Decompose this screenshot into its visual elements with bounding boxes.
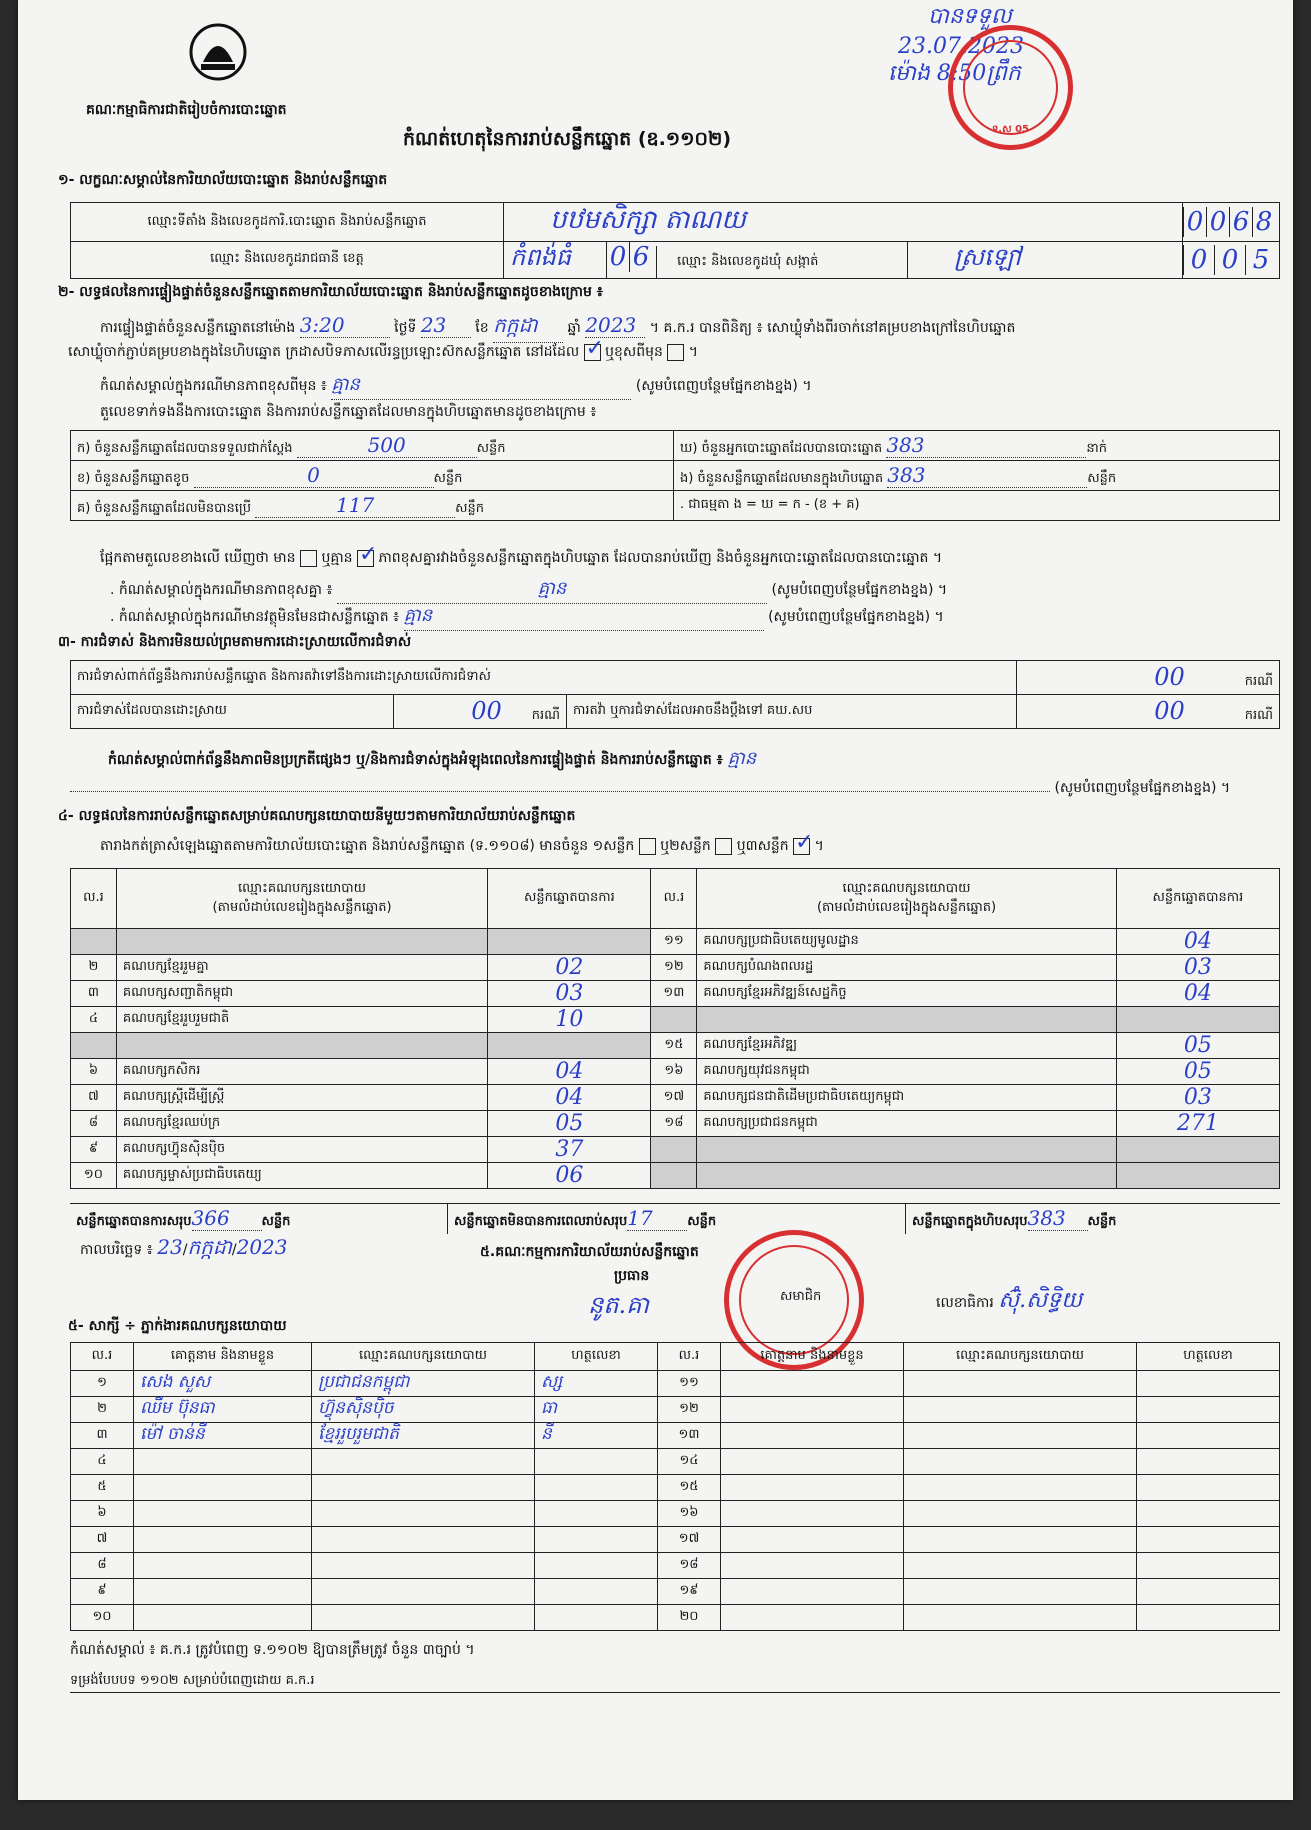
table-row xyxy=(71,1501,1280,1527)
form-page xyxy=(18,0,1293,1800)
witness-empty-cell xyxy=(1137,1475,1280,1501)
section4-heading: ៤- លទ្ធផលនៃការរាប់សន្លឹកឆ្នោតសម្រាប់គណបក្សនយោបាយនីមួយៗតាមការិយាល័យរាប់សន្លឹកឆ្នោត xyxy=(58,808,576,824)
witness-no-cell: ១៨ xyxy=(658,1553,721,1579)
witness-party-cell: ហ៊្វុនស៊ិនប៉ិច xyxy=(312,1397,535,1423)
party-votes-cell: 271 xyxy=(1116,1111,1279,1137)
table-row xyxy=(71,1423,1280,1449)
secretary-line: លេខាធិការ ស៊ុំ.សិទ្ធិយ xyxy=(936,1288,1083,1313)
party-name-cell: គណបក្សប្រជាជនកម្ពុជា xyxy=(697,1111,1116,1137)
objections-label: ការជំទាស់ពាក់ព័ន្ធនឹងការរាប់សន្លឹកឆ្នោត និងការតវ៉ាទៅនឹងការដោះស្រាយលើការជំទាស់ xyxy=(71,661,1017,695)
witness-col-no: ល.រ xyxy=(71,1343,134,1371)
party-no-cell: ៤ xyxy=(71,1007,117,1033)
witness-no-cell: ២ xyxy=(71,1397,134,1423)
witness-no-cell: ៤ xyxy=(71,1449,134,1475)
table-row xyxy=(71,1371,1280,1397)
party-name-cell: គណបក្សយុវជនកម្ពុជា xyxy=(697,1059,1116,1085)
location-code: 0 0 6 8 xyxy=(1183,203,1280,242)
foreign-object-note-line: . កំណត់សម្គាល់ក្នុងករណីមានវត្ថុមិនមែនជាសន្លឹកឆ្នោត ៖ គ្មាន (សូមបំពេញបន្ថែមផ្នែកខាងខ្នង) ។ xyxy=(110,603,944,631)
witness-empty-cell xyxy=(1137,1423,1280,1449)
discrepancy-note-line: . កំណត់សម្គាល់ក្នុងករណីមានភាពខុសគ្នា ៖ គ្មាន (សូមបំពេញបន្ថែមផ្នែកខាងខ្នង) ។ xyxy=(110,576,947,604)
party-name-cell: គណបក្សខ្មែរឈប់ក្រ xyxy=(116,1111,487,1137)
table-row xyxy=(71,1553,1280,1579)
discrepancy-check-line: ផ្អែកតាមតួលេខខាងលើ ឃើញថា មាន ឬគ្មាន ✓ ភាពខុសគ្នារវាងចំនួនសន្លឹកឆ្នោតក្នុងហិបឆ្នោត ដែលបានរាប់ឃើញ និងចំនួនអ្នកបោះឆ្នោតដែលបានបោះឆ្នោត ។ xyxy=(100,548,942,569)
party-name-cell: គណបក្សហ៊្វុនស៊ិនប៉ិច xyxy=(116,1137,487,1163)
witness-name-cell xyxy=(134,1553,312,1579)
figures-intro: តួលេខទាក់ទងនឹងការបោះឆ្នោត និងការរាប់សន្លឹកឆ្នោតដែលមានក្នុងហិបឆ្នោតមានដូចខាងក្រោម ៖ xyxy=(100,404,597,420)
witness-empty-cell xyxy=(1137,1501,1280,1527)
party-votes-cell: 02 xyxy=(488,955,651,981)
table-row xyxy=(71,1033,1280,1059)
witness-empty-cell xyxy=(721,1449,904,1475)
witness-col-party: ឈ្មោះគណបក្សនយោបាយ xyxy=(904,1343,1137,1371)
party-name-cell: គណបក្សខ្មែររួបរួមជាតិ xyxy=(116,1007,487,1033)
party-votes-cell xyxy=(488,1033,651,1059)
table-row xyxy=(71,1111,1280,1137)
witness-col-sign: ហត្ថលេខា xyxy=(1137,1343,1280,1371)
witness-empty-cell xyxy=(721,1371,904,1397)
spoiled-ballots-value: 0 xyxy=(194,463,434,488)
witness-empty-cell xyxy=(721,1501,904,1527)
witness-no-cell: ៧ xyxy=(71,1527,134,1553)
footer-form-ref: ទម្រង់បែបបទ ១១០២ សម្រាប់បំពេញដោយ គ.ក.រ xyxy=(70,1673,315,1688)
ballot-figures-table: ក) ចំនួនសន្លឹកឆ្នោតដែលបានទទួលជាក់ស្តែង 500 សន្លឹក ឃ) ចំនួនអ្នកបោះឆ្នោតដែលបានបោះឆ្នោត 383 នាក់ ខ) ចំនួនសន្លឹកឆ្នោតខូច 0 សន្លឹក ង) ចំនួនសន្លឹកឆ្នោតដែលមានក្នុងហិបឆ្នោត 383 សន្លឹក គ) ចំនួនសន្លឹកឆ្នោតដែលមិនបានប្រើ 117 សន្លឹក . ជាធម្មតា ង = ឃ = ក - (ខ + គ) xyxy=(70,430,1280,521)
party-name-cell: គណបក្សខ្មែរអភិវឌ្ឍ xyxy=(697,1033,1116,1059)
voters-value: 383 xyxy=(886,433,1086,458)
party-name-cell: គណបក្សប្រជាធិបតេយ្យមូលដ្ឋាន xyxy=(697,929,1116,955)
table-row xyxy=(71,1397,1280,1423)
party-name-cell: គណបក្សជនជាតិដើមប្រជាធិបតេយ្យកម្ពុជា xyxy=(697,1085,1116,1111)
table-row xyxy=(71,929,1280,955)
resolved-value: 00 xyxy=(471,697,502,725)
party-votes-cell: 05 xyxy=(1116,1059,1279,1085)
witness-name-cell: ឈឹម ប៊ុនធា xyxy=(134,1397,312,1423)
witness-party-cell xyxy=(312,1501,535,1527)
witness-empty-cell xyxy=(904,1605,1137,1631)
discrepancy-yes-checkbox[interactable] xyxy=(300,550,317,567)
witness-party-cell: ខ្មែររួបរួមជាតិ xyxy=(312,1423,535,1449)
objections-table: ការជំទាស់ពាក់ព័ន្ធនឹងការរាប់សន្លឹកឆ្នោត និងការតវ៉ាទៅនឹងការដោះស្រាយលើការជំទាស់ 00 ករណី ការជំទាស់ដែលបានដោះស្រាយ 00 ករណី ការតវ៉ា ឬការជំទាស់ដែលអាចនឹងប្តឹងទៅ គឃ.សប 00 ករណី xyxy=(70,660,1280,729)
witness-sign-cell xyxy=(535,1501,658,1527)
party-no-cell: ១៦ xyxy=(651,1059,697,1085)
witness-name-cell xyxy=(134,1579,312,1605)
party-votes-cell: 03 xyxy=(1116,1085,1279,1111)
province-label: ឈ្មោះ និងលេខកូដរាជធានី ខេត្ត xyxy=(71,242,504,279)
resolved-label: ការជំទាស់ដែលបានដោះស្រាយ xyxy=(71,695,394,729)
president-signature: នូត.គា xyxy=(588,1291,649,1319)
party-votes-cell: 37 xyxy=(488,1137,651,1163)
party-name-cell: គណបក្សកសិករ xyxy=(116,1059,487,1085)
received-stamp-icon: ទ.ស 05 xyxy=(948,25,1073,150)
witness-col-name: គោត្តនាម និងនាមខ្លួន xyxy=(721,1343,904,1371)
party-name-cell: គណបក្សខ្មែររួមគ្នា xyxy=(116,955,487,981)
party-no-cell: ២ xyxy=(71,955,117,981)
witness-sign-cell xyxy=(535,1579,658,1605)
witness-empty-cell xyxy=(1137,1553,1280,1579)
party-votes-cell: 03 xyxy=(1116,955,1279,981)
witness-empty-cell xyxy=(1137,1579,1280,1605)
witness-name-cell xyxy=(134,1475,312,1501)
witness-no-cell: ១៣ xyxy=(658,1423,721,1449)
irregularity-note-line: កំណត់សម្គាល់ពាក់ព័ន្ធនឹងភាពមិនប្រក្រតីផ្សេងៗ ឬ/និងការជំទាស់ក្នុងអំឡុងពេលនៃការផ្ទៀងផ្ទាត់ និងការរាប់សន្លឹកឆ្នោត ៖ គ្មាន xyxy=(108,748,757,769)
party-no-cell: ១២ xyxy=(651,955,697,981)
witness-empty-cell xyxy=(721,1579,904,1605)
col-votes-header: សន្លឹកឆ្នោតបានការ xyxy=(488,869,651,929)
table-row xyxy=(71,955,1280,981)
witness-empty-cell xyxy=(904,1475,1137,1501)
witness-no-cell: ១៩ xyxy=(658,1579,721,1605)
witness-table xyxy=(70,1342,1280,1631)
party-no-cell xyxy=(651,1137,697,1163)
witness-empty-cell xyxy=(904,1501,1137,1527)
witness-no-cell: ១៧ xyxy=(658,1527,721,1553)
table-row xyxy=(71,1475,1280,1501)
witness-name-cell xyxy=(134,1501,312,1527)
witness-no-cell: ៥ xyxy=(71,1475,134,1501)
witness-party-cell xyxy=(312,1553,535,1579)
party-name-cell: គណបក្សបំណងពលរដ្ឋ xyxy=(697,955,1116,981)
witness-sign-cell xyxy=(535,1475,658,1501)
party-no-cell xyxy=(71,1033,117,1059)
party-votes-cell: 10 xyxy=(488,1007,651,1033)
witness-no-cell: ១៦ xyxy=(658,1501,721,1527)
witness-party-cell xyxy=(312,1605,535,1631)
party-votes-cell xyxy=(1116,1007,1279,1033)
party-name-cell xyxy=(116,929,487,955)
party-votes-cell: 04 xyxy=(488,1085,651,1111)
section3-heading: ៣- ការជំទាស់ និងការមិនយល់ព្រមតាមការដោះស្រាយលើការជំទាស់ xyxy=(58,634,412,650)
table-row xyxy=(71,981,1280,1007)
witness-sign-cell xyxy=(535,1449,658,1475)
witness-no-cell: ៨ xyxy=(71,1553,134,1579)
party-votes-cell: 03 xyxy=(488,981,651,1007)
table-row xyxy=(71,1059,1280,1085)
witness-name-cell: ម៉ៅ ចាន់នី xyxy=(134,1423,312,1449)
col-no-header: ល.រ xyxy=(71,869,117,929)
location-value: បឋមសិក្សា តាណយ xyxy=(550,205,746,235)
party-no-cell xyxy=(71,929,117,955)
total-invalid-value: 17 xyxy=(627,1206,687,1231)
witness-empty-cell xyxy=(1137,1371,1280,1397)
party-votes-cell xyxy=(1116,1163,1279,1189)
witness-empty-cell xyxy=(904,1449,1137,1475)
witness-name-cell xyxy=(134,1605,312,1631)
section1-table xyxy=(70,202,1280,279)
president-label: ប្រធាន xyxy=(614,1268,650,1284)
party-no-cell: ៨ xyxy=(71,1111,117,1137)
party-name-cell xyxy=(697,1007,1116,1033)
location-label: ឈ្មោះទីតាំង និងលេខកូដការិ.បោះឆ្នោត និងរាប់សន្លឹកឆ្នោត xyxy=(71,203,504,242)
witness-empty-cell xyxy=(721,1475,904,1501)
witness-empty-cell xyxy=(904,1553,1137,1579)
witness-no-cell: ៩ xyxy=(71,1579,134,1605)
table-row xyxy=(71,1579,1280,1605)
seal-changed-checkbox[interactable] xyxy=(667,344,684,361)
appeal-value: 00 xyxy=(1154,697,1185,725)
witness-no-cell: ១២ xyxy=(658,1397,721,1423)
province-code-and-commune-label: 0 6 ឈ្មោះ និងលេខកូដឃុំ សង្កាត់ xyxy=(607,242,908,279)
footer-note: កំណត់សម្គាល់ ៖ គ.ក.រ ត្រូវបំពេញ ទ.១១០២ ឱ្យបានត្រឹមត្រូវ ចំនួន ៣ច្បាប់ ។ xyxy=(70,1642,475,1658)
verification-time-line: ការផ្ទៀងផ្ទាត់ចំនួនសន្លឹកឆ្នោតនៅម៉ោង 3:20 ថ្ងៃទី 23 ខែ កក្កដា ឆ្នាំ 2023 ។ គ.ក.រ បានពិនិត្យ ៖ សោឃ្លុំទាំងពីរចាក់នៅគម្របខាងក្រៅនៃហិបឆ្នោត xyxy=(100,312,1015,343)
tally-sheet-line: តារាងកត់ត្រាសំឡេងឆ្នោតតាមការិយាល័យបោះឆ្នោត និងរាប់សន្លឹកឆ្នោត (ទ.១១០៨) មានចំនួន ១សន្លឹក ឬ២សន្លឹក ឬ៣សន្លឹក ✓ ។ xyxy=(100,836,824,857)
party-votes-cell: 04 xyxy=(488,1059,651,1085)
witness-party-cell xyxy=(312,1475,535,1501)
objections-value: 00 xyxy=(1154,663,1185,691)
witness-name-cell xyxy=(134,1449,312,1475)
col-no-header: ល.រ xyxy=(651,869,697,929)
seal-check-line: សោឃ្លុំចាក់ភ្ជាប់គម្របខាងក្នុងនៃហិបឆ្នោត ក្រដាសបិទភាសលើរន្ធប្រឡោះស៊កសន្លឹកឆ្នោត នៅដដែល ✓ ឬខុសពីមុន ។ xyxy=(68,342,698,363)
witness-no-cell: ១៤ xyxy=(658,1449,721,1475)
seal-intact-checkbox[interactable] xyxy=(584,344,601,361)
table-row xyxy=(71,1007,1280,1033)
table-row xyxy=(71,1527,1280,1553)
witness-sign-cell: ធា xyxy=(535,1397,658,1423)
three-sheet-checkbox[interactable] xyxy=(793,838,810,855)
witness-sign-cell xyxy=(535,1553,658,1579)
unused-ballots-value: 117 xyxy=(255,493,455,518)
witness-empty-cell xyxy=(721,1527,904,1553)
party-no-cell: ១០ xyxy=(71,1163,117,1189)
witness-empty-cell xyxy=(904,1371,1137,1397)
witness-sign-cell xyxy=(535,1527,658,1553)
province-value: កំពង់ធំ xyxy=(510,243,571,272)
witness-name-cell xyxy=(134,1527,312,1553)
appeal-label: ការតវ៉ា ឬការជំទាស់ដែលអាចនឹងប្តឹងទៅ គឃ.សប xyxy=(567,695,1017,729)
col-votes-header: សន្លឹកឆ្នោតបានការ xyxy=(1116,869,1279,929)
witness-empty-cell xyxy=(904,1397,1137,1423)
party-no-cell: ១៧ xyxy=(651,1085,697,1111)
party-no-cell: ១១ xyxy=(651,929,697,955)
received-note: បានទទួល 23.07.2023 ម៉ោង 8:50ព្រឹក xyxy=(888,4,1024,86)
commune-value: ស្រឡៅ xyxy=(954,243,1021,272)
party-name-cell: គណបក្សម្ចាស់ប្រជាធិបតេយ្យ xyxy=(116,1163,487,1189)
table-row xyxy=(71,1605,1280,1631)
witness-sign-cell: នី xyxy=(535,1423,658,1449)
party-no-cell: ១៨ xyxy=(651,1111,697,1137)
party-votes-cell: 04 xyxy=(1116,929,1279,955)
section5-heading: ៥- សាក្សី ÷ ភ្នាក់ងារគណបក្សនយោបាយ xyxy=(68,1318,287,1334)
party-name-cell: គណបក្សខ្មែរអភិវឌ្ឍន៍សេដ្ឋកិច្ច xyxy=(697,981,1116,1007)
party-name-cell xyxy=(116,1033,487,1059)
witness-no-cell: ៦ xyxy=(71,1501,134,1527)
witness-party-cell xyxy=(312,1527,535,1553)
witness-no-cell: ១៥ xyxy=(658,1475,721,1501)
party-no-cell: ៩ xyxy=(71,1137,117,1163)
results-totals: សន្លឹកឆ្នោតបានការសរុប366 សន្លឹក សន្លឹកឆ្នោតមិនបានការពេលរាប់សរុប17 សន្លឹក សន្លឹកឆ្នោតក្នុងហិបសរុប383 សន្លឹក xyxy=(70,1203,1280,1234)
table-row xyxy=(71,1449,1280,1475)
irregularity-note-continuation: (សូមបំពេញបន្ថែមផ្នែកខាងខ្នង) ។ xyxy=(70,778,1280,799)
party-no-cell: ៦ xyxy=(71,1059,117,1085)
witness-col-sign: ហត្ថលេខា xyxy=(535,1343,658,1371)
party-votes-cell: 05 xyxy=(488,1111,651,1137)
witness-empty-cell xyxy=(1137,1527,1280,1553)
change-note-line: កំណត់សម្គាល់ក្នុងករណីមានភាពខុសពីមុន ៖ គ្មាន (សូមបំពេញបន្ថែមផ្នែកខាងខ្នង) ។ xyxy=(100,372,812,400)
witness-no-cell: ៣ xyxy=(71,1423,134,1449)
witness-col-party: ឈ្មោះគណបក្សនយោបាយ xyxy=(312,1343,535,1371)
witness-empty-cell xyxy=(721,1553,904,1579)
party-no-cell xyxy=(651,1163,697,1189)
witness-col-no: ល.រ xyxy=(658,1343,721,1371)
party-name-cell xyxy=(697,1163,1116,1189)
witness-empty-cell xyxy=(1137,1397,1280,1423)
table-row xyxy=(71,1137,1280,1163)
total-in-box-value: 383 xyxy=(1028,1206,1088,1231)
witness-sign-cell: ស្ស xyxy=(535,1371,658,1397)
party-no-cell: ១៥ xyxy=(651,1033,697,1059)
party-votes-cell: 04 xyxy=(1116,981,1279,1007)
witness-no-cell: ១ xyxy=(71,1371,134,1397)
party-no-cell xyxy=(651,1007,697,1033)
table-row xyxy=(71,1085,1280,1111)
form-title: កំណត់ហេតុនៃការរាប់សន្លឹកឆ្នោត (ឧ.១១០២) xyxy=(403,128,732,150)
witness-no-cell: ១០ xyxy=(71,1605,134,1631)
two-sheet-checkbox[interactable] xyxy=(715,838,732,855)
col-party-header: ឈ្មោះគណបក្សនយោបាយ (តាមលំដាប់លេខរៀងក្នុងសន្លឹកឆ្នោត) xyxy=(697,869,1116,929)
party-no-cell: ១៣ xyxy=(651,981,697,1007)
witness-empty-cell xyxy=(721,1423,904,1449)
party-no-cell: ៧ xyxy=(71,1085,117,1111)
party-no-cell: ៣ xyxy=(71,981,117,1007)
witness-empty-cell xyxy=(904,1579,1137,1605)
org-name: គណៈកម្មាធិការជាតិរៀបចំការបោះឆ្នោត xyxy=(86,102,287,118)
witness-empty-cell xyxy=(721,1605,904,1631)
date-line: កាលបរិច្ឆេទ ៖ 23/កក្កដា/2023 xyxy=(80,1235,288,1259)
party-name-cell: គណបក្សសញ្ជាតិកម្ពុជា xyxy=(116,981,487,1007)
one-sheet-checkbox[interactable] xyxy=(639,838,656,855)
witness-no-cell: ១១ xyxy=(658,1371,721,1397)
discrepancy-no-checkbox[interactable] xyxy=(357,550,374,567)
witness-no-cell: ២០ xyxy=(658,1605,721,1631)
witness-sign-cell xyxy=(535,1605,658,1631)
member-label: សមាជិក xyxy=(780,1289,822,1304)
party-results-table xyxy=(70,868,1280,1189)
witness-empty-cell xyxy=(1137,1605,1280,1631)
party-votes-cell: 05 xyxy=(1116,1033,1279,1059)
witness-empty-cell xyxy=(721,1397,904,1423)
table-row xyxy=(71,1163,1280,1189)
witness-party-cell xyxy=(312,1449,535,1475)
ballots-received-value: 500 xyxy=(297,433,477,458)
committee-label: ៥.គណៈកម្មការការិយាល័យរាប់សន្លឹកឆ្នោត xyxy=(480,1244,699,1260)
party-votes-cell xyxy=(488,929,651,955)
footer-divider xyxy=(70,1692,1280,1693)
witness-party-cell xyxy=(312,1579,535,1605)
total-valid-value: 366 xyxy=(192,1206,262,1231)
party-votes-cell: 06 xyxy=(488,1163,651,1189)
witness-name-cell: សេង សួស xyxy=(134,1371,312,1397)
witness-empty-cell xyxy=(904,1527,1137,1553)
nec-logo-icon xyxy=(183,22,253,84)
party-votes-cell xyxy=(1116,1137,1279,1163)
witness-empty-cell xyxy=(1137,1449,1280,1475)
witness-empty-cell xyxy=(904,1423,1137,1449)
ballots-in-box-value: 383 xyxy=(887,463,1087,488)
col-party-header: ឈ្មោះគណបក្សនយោបាយ (តាមលំដាប់លេខរៀងក្នុងសន្លឹកឆ្នោត) xyxy=(116,869,487,929)
party-name-cell: គណបក្សស្ត្រីដើម្បីស្ត្រី xyxy=(116,1085,487,1111)
formula: . ជាធម្មតា ង = ឃ = ក - (ខ + គ) xyxy=(674,491,1280,521)
section1-heading: ១- លក្ខណៈសម្គាល់នៃការិយាល័យបោះឆ្នោត និងរាប់សន្លឹកឆ្នោត xyxy=(58,172,388,188)
party-name-cell xyxy=(697,1137,1116,1163)
commune-code: 0 0 5 xyxy=(1183,242,1280,279)
section2-heading: ២- លទ្ធផលនៃការផ្ទៀងផ្ទាត់ចំនួនសន្លឹកឆ្នោតតាមការិយាល័យបោះឆ្នោត និងរាប់សន្លឹកឆ្នោតដូចខាងក្រោម ៖ xyxy=(58,284,603,300)
witness-col-name: គោត្តនាម និងនាមខ្លួន xyxy=(134,1343,312,1371)
secretary-signature: ស៊ុំ.សិទ្ធិយ xyxy=(998,1288,1083,1313)
witness-party-cell: ប្រជាជនកម្ពុជា xyxy=(312,1371,535,1397)
